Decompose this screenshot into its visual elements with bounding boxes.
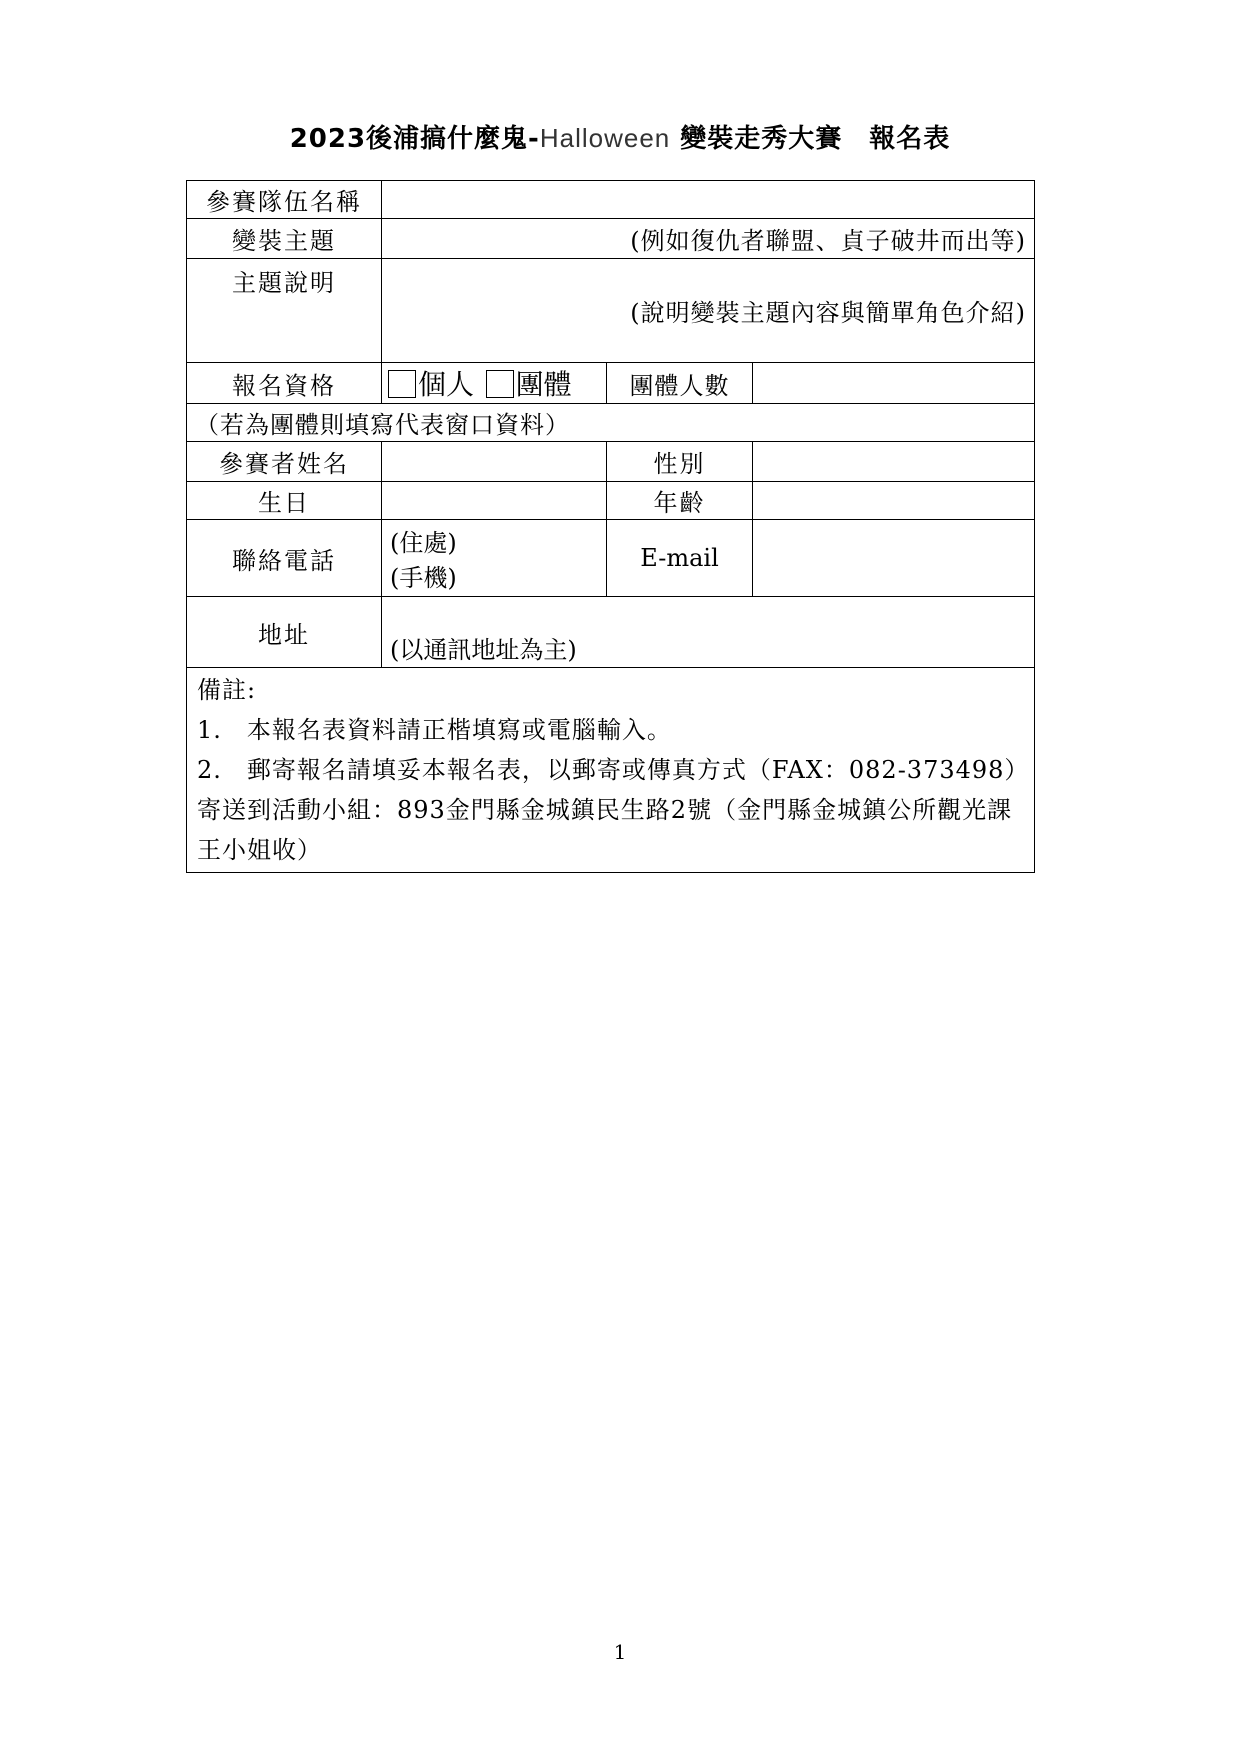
phone-mobile: (手機) [390, 564, 457, 592]
address-label: 地址 [187, 597, 382, 668]
email-field[interactable] [753, 520, 1035, 597]
group-option-label: 團體 [515, 368, 572, 401]
individual-option-label: 個人 [418, 368, 475, 401]
participant-name-field[interactable] [382, 442, 607, 482]
phone-home: (住處) [390, 529, 457, 557]
team-name-field[interactable] [382, 181, 1035, 219]
notes-item-1: 1. 本報名表資料請正楷填寫或電腦輸入。 [197, 716, 672, 744]
phone-label: 聯絡電話 [187, 520, 382, 597]
birthday-label: 生日 [187, 482, 382, 520]
theme-field[interactable] [382, 219, 1035, 259]
page-title [0, 118, 1240, 155]
notes-section [187, 668, 1038, 873]
individual-checkbox[interactable] [388, 370, 416, 398]
theme-label: 變裝主題 [187, 219, 382, 259]
theme-desc-field[interactable] [382, 259, 1035, 363]
team-name-label: 參賽隊伍名稱 [187, 181, 382, 219]
title-english: Halloween [539, 123, 671, 153]
phone-field[interactable] [382, 520, 607, 597]
address-hint: (以通訊地址為主) [390, 636, 577, 664]
group-note: （若為團體則填寫代表窗口資料） [187, 404, 1035, 442]
email-label: E-mail [607, 520, 753, 597]
theme-desc-hint: (說明變裝主題內容與簡單角色介紹) [630, 299, 1027, 327]
participant-name-label: 參賽者姓名 [187, 442, 382, 482]
group-count-label: 團體人數 [607, 363, 753, 404]
notes-item-2: 2. 郵寄報名請填妥本報名表，以郵寄或傳真方式（FAX：082-373498）寄送到活動小組：893金門縣金城鎮民生路2號（金門縣金城鎮公所觀光課 王小姐收） [197, 756, 1038, 864]
birthday-field[interactable] [382, 482, 607, 520]
group-checkbox[interactable] [486, 370, 514, 398]
title-prefix: 2023後浦搞什麼鬼- [289, 124, 540, 154]
registration-form [186, 180, 1038, 873]
theme-desc-label: 主題說明 [187, 259, 382, 363]
eligibility-options [382, 363, 607, 404]
eligibility-label: 報名資格 [187, 363, 382, 404]
gender-label: 性別 [607, 442, 753, 482]
gender-field[interactable] [753, 442, 1035, 482]
title-suffix: 變裝走秀大賽 報名表 [670, 124, 951, 154]
theme-hint: (例如復仇者聯盟、貞子破井而出等) [630, 227, 1027, 255]
age-label: 年齡 [607, 482, 753, 520]
notes-heading: 備註: [197, 676, 257, 704]
page-number: 1 [613, 1640, 627, 1664]
group-count-field[interactable] [753, 363, 1035, 404]
age-field[interactable] [753, 482, 1035, 520]
address-field[interactable] [382, 597, 1035, 668]
